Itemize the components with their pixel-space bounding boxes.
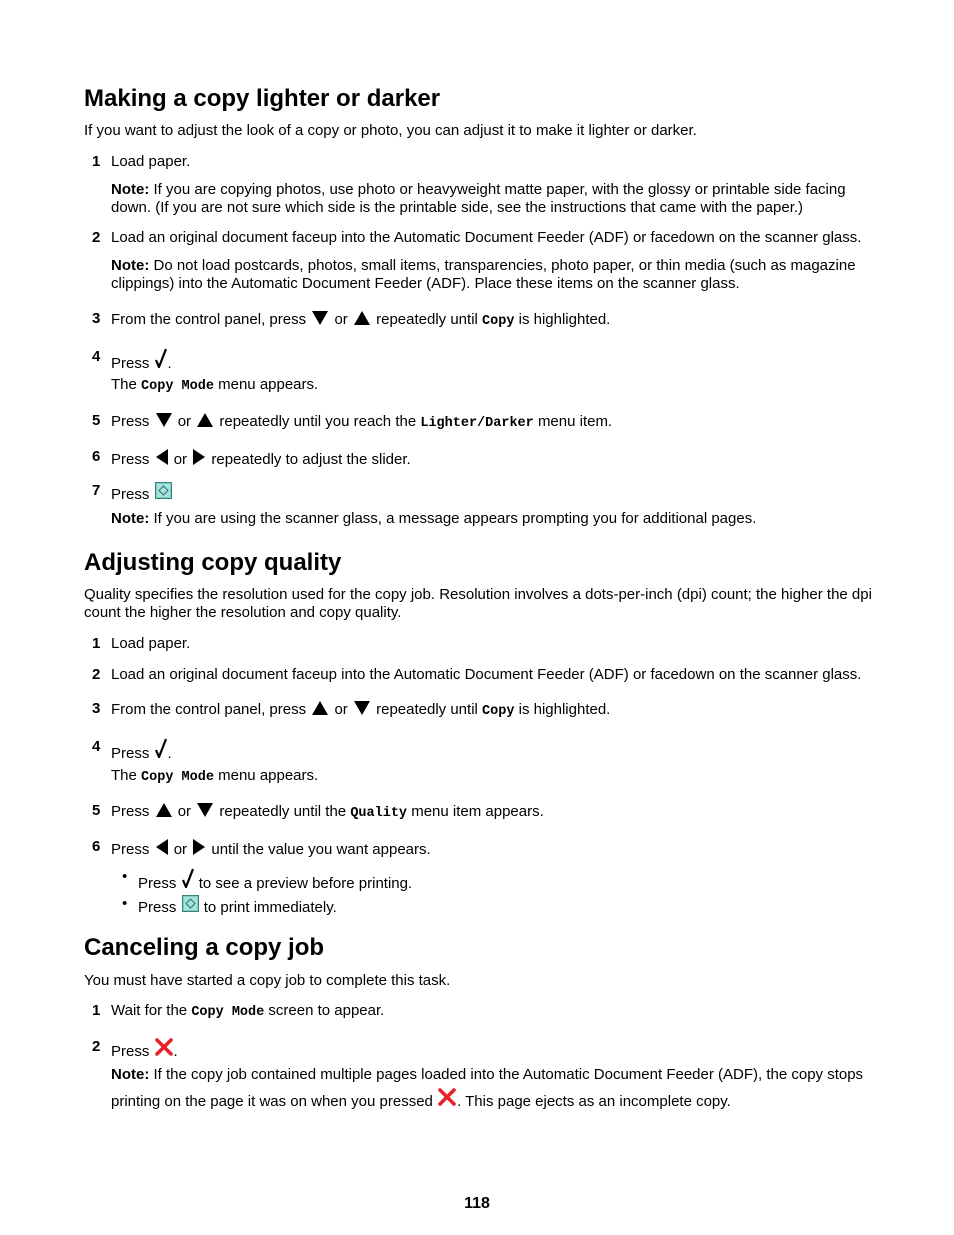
bullet-text: Press — [138, 875, 177, 892]
step-text: From the control panel, press — [111, 311, 307, 328]
menu-code: Copy Mode — [141, 770, 214, 785]
note-label: Note: — [111, 510, 150, 527]
step-text: Press — [111, 413, 150, 430]
step-text: Press — [111, 841, 150, 858]
step-text: repeatedly until the — [219, 803, 347, 820]
bullet-text: Press — [138, 899, 177, 916]
section-title-lighter-darker: Making a copy lighter or darker — [84, 85, 441, 112]
step-number: 4 — [92, 348, 101, 365]
checkmark-icon — [155, 348, 167, 368]
menu-code: Quality — [350, 806, 408, 821]
bullet-dot: • — [122, 895, 128, 912]
checkmark-icon — [182, 868, 194, 888]
page-number: 118 — [464, 1195, 490, 1212]
note-text: If you are copying photos, use photo or heavyweight matte paper, with the glossy or printable side facing down. (If you are not sure which side is the printable side, see the instructions that came with the paper.) — [111, 181, 846, 216]
note-text: printing on the page it was on when you pressed — [111, 1093, 433, 1110]
step-text: . — [167, 355, 172, 372]
down-arrow-icon — [353, 700, 371, 716]
step-text: screen to appear. — [268, 1002, 385, 1019]
down-arrow-icon — [311, 310, 329, 326]
step-number: 5 — [92, 412, 101, 429]
step-text: Press — [111, 745, 150, 762]
menu-code: Copy — [482, 314, 515, 329]
right-arrow-icon — [192, 448, 206, 466]
note — [111, 1066, 874, 1111]
bullet-text: to see a preview before printing. — [198, 875, 413, 892]
bullet-text: to print immediately. — [203, 899, 337, 916]
step-text: Press — [111, 803, 150, 820]
section-title-canceling: Canceling a copy job — [84, 934, 325, 961]
step-number: 1 — [92, 1002, 101, 1019]
right-arrow-icon — [192, 838, 206, 856]
note — [111, 181, 874, 217]
step-text: Press — [111, 355, 150, 372]
step-number: 3 — [92, 700, 101, 717]
step-number: 3 — [92, 310, 101, 327]
step-text: Press — [111, 486, 150, 503]
up-arrow-icon — [311, 700, 329, 716]
step-text: . — [167, 745, 172, 762]
note-label: Note: — [111, 257, 150, 274]
stop-x-icon — [438, 1088, 456, 1106]
step-number: 1 — [92, 153, 101, 170]
note-label: Note: — [111, 1066, 150, 1083]
step-text: or — [173, 841, 188, 858]
step-text: repeatedly until — [376, 701, 478, 718]
section-intro: Quality specifies the resolution used for the copy job. Resolution involves a dots-per-inch (dpi) count; the higher the dpi count the higher the resolution and copy quality. — [84, 586, 872, 621]
note-label: Note: — [111, 181, 150, 198]
up-arrow-icon — [353, 310, 371, 326]
menu-code: Copy Mode — [191, 1005, 265, 1020]
checkmark-icon — [155, 738, 167, 758]
step-number: 6 — [92, 838, 101, 855]
step-number: 4 — [92, 738, 101, 755]
menu-code: Copy Mode — [141, 379, 214, 394]
down-arrow-icon — [155, 412, 173, 428]
step-text: Press — [111, 451, 150, 468]
step-number: 6 — [92, 448, 101, 465]
note — [111, 510, 874, 528]
step-text: or — [334, 311, 348, 328]
start-button-icon — [155, 482, 172, 499]
step-subtext: The Copy Mode menu appears. — [111, 376, 319, 394]
up-arrow-icon — [196, 412, 214, 428]
up-arrow-icon — [155, 802, 173, 818]
step-text: is highlighted. — [518, 701, 611, 718]
step-number: 2 — [92, 666, 101, 683]
step-number: 1 — [92, 635, 101, 652]
step-text: repeatedly until you reach the — [219, 413, 417, 430]
step-text: Load paper. — [111, 635, 191, 652]
step-text: or — [334, 701, 348, 718]
step-text: Load an original document faceup into the Automatic Document Feeder (ADF) or facedown on the scanner glass. — [111, 666, 862, 683]
note-text: If the copy job contained multiple pages loaded into the Automatic Document Feeder (ADF), the copy stops — [149, 1066, 864, 1083]
step-text: . — [173, 1043, 178, 1060]
step-text: repeatedly to adjust the slider. — [211, 451, 411, 468]
note — [111, 257, 874, 293]
step-number: 2 — [92, 229, 101, 246]
step-subtext: The Copy Mode menu appears. — [111, 767, 319, 785]
step-text: repeatedly until — [376, 311, 478, 328]
step-number: 2 — [92, 1038, 101, 1055]
stop-x-icon — [155, 1038, 173, 1056]
section-title-copy-quality: Adjusting copy quality — [84, 549, 342, 576]
note-text: Do not load postcards, photos, small items, transparencies, photo paper, or thin media (such as magazine clippings) into the Automatic Document Feeder (ADF). Place these items on the scanner glass. — [111, 257, 856, 292]
section-intro: If you want to adjust the look of a copy or photo, you can adjust it to make it lighter or darker. — [84, 122, 697, 139]
left-arrow-icon — [155, 838, 169, 856]
step-text: or — [173, 451, 188, 468]
section-intro: You must have started a copy job to complete this task. — [84, 972, 451, 989]
step-text: Load an original document faceup into the Automatic Document Feeder (ADF) or facedown on the scanner glass. — [111, 229, 862, 246]
step-number: 7 — [92, 482, 101, 499]
step-text: menu item. — [537, 413, 613, 430]
menu-code: Lighter/Darker — [420, 416, 534, 431]
step-text: Load paper. — [111, 153, 191, 170]
step-text: Wait for the — [111, 1002, 188, 1019]
step-number: 5 — [92, 802, 101, 819]
step-text: until the value you want appears. — [211, 841, 431, 858]
step-text: or — [177, 803, 192, 820]
step-text: From the control panel, press — [111, 701, 307, 718]
step-text: Press — [111, 1043, 150, 1060]
down-arrow-icon — [196, 802, 214, 818]
step-text: menu item appears. — [411, 803, 544, 820]
menu-code: Copy — [482, 704, 515, 719]
note-text: . This page ejects as an incomplete copy. — [457, 1093, 731, 1110]
start-button-icon — [182, 895, 199, 912]
step-text: is highlighted. — [518, 311, 611, 328]
note-text: If you are using the scanner glass, a message appears prompting you for additional pages. — [149, 510, 757, 527]
step-text: or — [177, 413, 192, 430]
bullet-dot: • — [122, 868, 128, 885]
left-arrow-icon — [155, 448, 169, 466]
